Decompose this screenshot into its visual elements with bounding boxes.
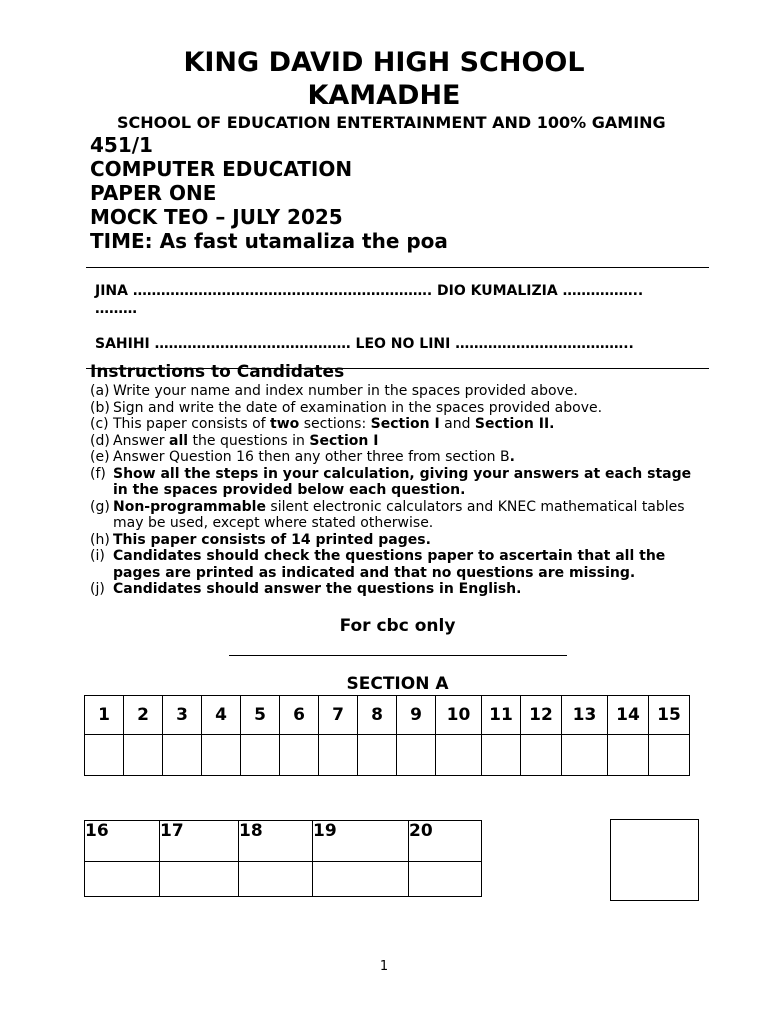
- paper-code: 451/1: [90, 133, 153, 157]
- name-date-field[interactable]: JINA ………………………………………………………. DIO KUMALIZIA ……………..: [95, 283, 644, 299]
- page-number: 1: [379, 959, 389, 974]
- instruction-text-part: and: [439, 416, 475, 432]
- instruction-text-part: Candidates should answer the questions in English.: [113, 581, 522, 597]
- name-date-field-continued: ………: [95, 301, 137, 317]
- section-a-score-cell[interactable]: [163, 735, 202, 776]
- for-cbc-label: For cbc only: [339, 616, 456, 636]
- section-b-question-number: 16: [85, 821, 160, 862]
- exam-name: MOCK TEO – JULY 2025: [90, 205, 343, 229]
- section-a-score-cell[interactable]: [202, 735, 241, 776]
- section-b-score-cell[interactable]: [85, 862, 160, 897]
- section-a-question-number: 10: [436, 696, 482, 735]
- instruction-text: [113, 383, 710, 400]
- section-a-question-number: 4: [202, 696, 241, 735]
- section-a-question-number: 13: [562, 696, 608, 735]
- section-a-score-cell[interactable]: [482, 735, 521, 776]
- section-b-score-cell[interactable]: [239, 862, 313, 897]
- section-a-question-number: 2: [124, 696, 163, 735]
- instruction-text-part: the questions in: [188, 432, 310, 449]
- cbc-underline: [229, 655, 567, 656]
- instruction-text-part: Write your name and index number in the spaces provided above.: [113, 383, 578, 399]
- section-a-question-number: 6: [280, 696, 319, 735]
- instruction-text: [113, 581, 710, 598]
- section-b-score-cell[interactable]: [160, 862, 239, 897]
- instruction-label: (c): [90, 416, 109, 432]
- instruction-text-part: Candidates should check the questions paper to ascertain that all the pages are printed as indicated and that no questions are missing.: [113, 548, 666, 581]
- section-b-question-number: 17: [160, 821, 239, 862]
- instruction-label: (b): [90, 399, 110, 416]
- instruction-text-part: Sign and write the date of examination in the spaces provided above.: [113, 399, 603, 416]
- instruction-label: (i): [90, 548, 105, 564]
- section-b-score-cell[interactable]: [409, 862, 482, 897]
- instruction-text: [113, 416, 710, 433]
- instruction-item: [90, 416, 710, 433]
- school-name-line2: KAMADHE: [307, 80, 461, 111]
- instruction-item: [90, 400, 710, 417]
- instruction-item: [90, 532, 710, 549]
- instruction-text: [113, 548, 710, 581]
- instruction-label: (a): [90, 383, 110, 399]
- instruction-text-part: Non-programmable: [113, 498, 266, 515]
- instruction-text-part: .: [509, 449, 515, 465]
- instruction-label: (g): [90, 498, 110, 515]
- instruction-label: (h): [90, 531, 110, 548]
- instruction-text-part: This paper consists of: [113, 416, 271, 432]
- section-a-score-cell[interactable]: [319, 735, 358, 776]
- instruction-text: [113, 499, 710, 532]
- instruction-item: [90, 499, 710, 532]
- instruction-label: (e): [90, 449, 110, 465]
- section-a-question-number: 3: [163, 696, 202, 735]
- section-a-score-cell[interactable]: [280, 735, 319, 776]
- section-a-score-cell[interactable]: [241, 735, 280, 776]
- instruction-text-part: Answer: [113, 432, 170, 449]
- section-a-score-cell[interactable]: [436, 735, 482, 776]
- instruction-text-part: Section I: [370, 416, 440, 432]
- instruction-item: [90, 581, 710, 598]
- instruction-text-part: Section I: [309, 432, 379, 449]
- subject-name: COMPUTER EDUCATION: [90, 157, 353, 181]
- instruction-text: [113, 400, 710, 417]
- instruction-text: [113, 532, 710, 549]
- section-b-score-table: [84, 820, 482, 897]
- section-b-question-number: 20: [409, 821, 482, 862]
- section-b-score-cell[interactable]: [313, 862, 409, 897]
- paper-number: PAPER ONE: [90, 181, 217, 205]
- instruction-text-part: all: [169, 432, 189, 449]
- instruction-item: [90, 466, 710, 499]
- section-a-score-cell[interactable]: [358, 735, 397, 776]
- instruction-text: [113, 433, 710, 450]
- section-a-score-cell[interactable]: [521, 735, 562, 776]
- instruction-text: [113, 466, 710, 499]
- section-a-score-cell[interactable]: [397, 735, 436, 776]
- instruction-item: [90, 449, 710, 466]
- instruction-text-part: two: [270, 416, 300, 432]
- section-a-question-number: 7: [319, 696, 358, 735]
- instruction-label: (f): [90, 465, 106, 482]
- exam-time: TIME: As fast utamaliza the poa: [90, 229, 448, 253]
- instruction-text-part: Show all the steps in your calculation, giving your answers at each stage in the spaces provided below each question.: [113, 465, 692, 498]
- instruction-text-part: Answer Question 16 then any other three from section B: [113, 449, 510, 465]
- instruction-text-part: This paper consists of 14 printed pages.: [113, 531, 431, 548]
- instruction-text-part: sections:: [299, 416, 371, 432]
- section-a-question-number: 14: [608, 696, 649, 735]
- instruction-text-part: Section II.: [474, 416, 555, 432]
- section-a-score-table: [84, 695, 690, 776]
- section-b-question-number: 19: [313, 821, 409, 862]
- school-motto: SCHOOL OF EDUCATION ENTERTAINMENT AND 100% GAMING: [117, 113, 666, 132]
- section-a-score-cell[interactable]: [562, 735, 608, 776]
- instruction-label: (d): [90, 432, 110, 449]
- section-a-question-number: 9: [397, 696, 436, 735]
- divider-top: [86, 267, 709, 268]
- section-a-score-cell[interactable]: [649, 735, 690, 776]
- instruction-label: (j): [90, 581, 105, 597]
- instruction-item: [90, 548, 710, 581]
- school-name-line1: KING DAVID HIGH SCHOOL: [183, 47, 585, 78]
- section-a-question-number: 8: [358, 696, 397, 735]
- section-a-question-number: 1: [85, 696, 124, 735]
- section-a-question-number: 12: [521, 696, 562, 735]
- signature-date-field[interactable]: SAHIHI …………………………………… LEO NO LINI ………………………………..: [95, 336, 634, 352]
- section-a-score-cell[interactable]: [124, 735, 163, 776]
- section-a-score-cell[interactable]: [85, 735, 124, 776]
- instruction-text: [113, 449, 710, 466]
- section-b-question-number: 18: [239, 821, 313, 862]
- section-a-question-number: 5: [241, 696, 280, 735]
- section-a-question-number: 15: [649, 696, 690, 735]
- section-a-title: SECTION A: [346, 674, 449, 694]
- instructions-heading: Instructions to Candidates: [90, 362, 345, 382]
- section-a-question-number: 11: [482, 696, 521, 735]
- instruction-item: [90, 433, 710, 450]
- instruction-item: [90, 383, 710, 400]
- total-score-box[interactable]: [610, 819, 699, 901]
- instructions-list: [90, 383, 710, 598]
- instruction-text-part: silent electronic calculators and KNEC mathematical tables may be used, except where stated otherwise.: [113, 498, 685, 531]
- section-a-score-cell[interactable]: [608, 735, 649, 776]
